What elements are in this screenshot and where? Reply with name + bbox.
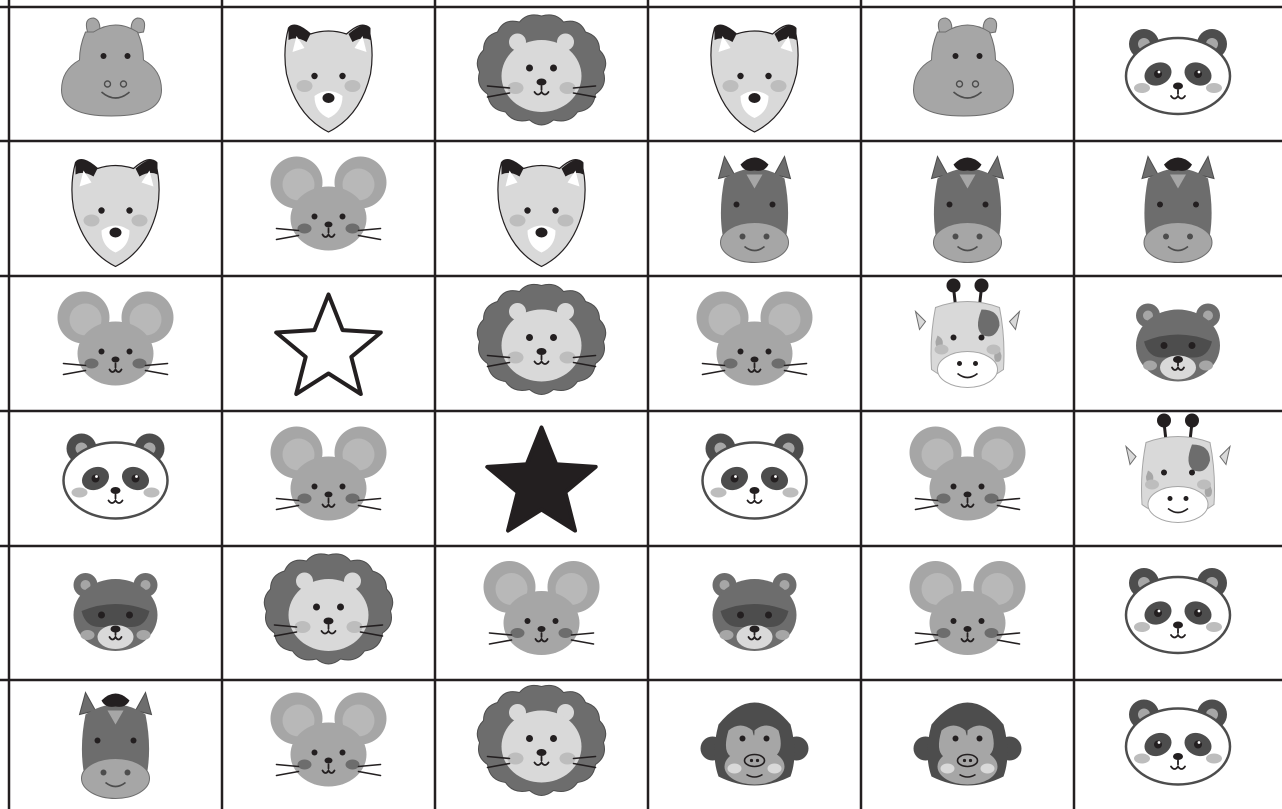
cell-r6-c2[interactable] xyxy=(222,680,435,809)
cell-r4-c4[interactable] xyxy=(648,411,861,546)
cell-r3-c3[interactable] xyxy=(435,276,648,411)
cell-r5-c3[interactable] xyxy=(435,546,648,680)
cell-r4-c5[interactable] xyxy=(861,411,1074,546)
cell-r2-c6[interactable] xyxy=(1074,141,1282,276)
cell-r5-c4[interactable] xyxy=(648,546,861,680)
cell-r3-c5[interactable] xyxy=(861,276,1074,411)
cell-r2-c4[interactable] xyxy=(648,141,861,276)
panda-icon xyxy=(1126,700,1230,785)
raccoon-icon xyxy=(74,573,158,651)
cell-r1-c2[interactable] xyxy=(222,7,435,141)
cell-r1-c6[interactable] xyxy=(1074,7,1282,141)
cell-r2-c5[interactable] xyxy=(861,141,1074,276)
cell-r4-c1[interactable] xyxy=(9,411,222,546)
cell-r6-c5[interactable] xyxy=(861,680,1074,809)
panda-icon xyxy=(703,434,807,519)
cell-r3-c4[interactable] xyxy=(648,276,861,411)
raccoon-icon xyxy=(1136,304,1220,382)
cell-r3-c2[interactable] xyxy=(222,276,435,411)
cell-r6-c6[interactable] xyxy=(1074,680,1282,809)
horse-icon xyxy=(1142,157,1214,263)
horse-icon xyxy=(932,157,1004,263)
cell-r4-c2[interactable] xyxy=(222,411,435,546)
cell-r5-c1[interactable] xyxy=(9,546,222,680)
cell-r2-c3[interactable] xyxy=(435,141,648,276)
cell-r5-c5[interactable] xyxy=(861,546,1074,680)
cell-r6-c1[interactable] xyxy=(9,680,222,809)
cell-r4-c6[interactable] xyxy=(1074,411,1282,546)
panda-icon xyxy=(64,434,168,519)
cell-r2-c1[interactable] xyxy=(9,141,222,276)
cell-r1-c5[interactable] xyxy=(861,7,1074,141)
cell-r5-c6[interactable] xyxy=(1074,546,1282,680)
panda-icon xyxy=(1126,29,1230,114)
cell-r4-c3[interactable] xyxy=(435,411,648,546)
cell-r6-c4[interactable] xyxy=(648,680,861,809)
cell-r6-c3[interactable] xyxy=(435,680,648,809)
cell-r2-c2[interactable] xyxy=(222,141,435,276)
cell-r3-c1[interactable] xyxy=(9,276,222,411)
cell-r5-c2[interactable] xyxy=(222,546,435,680)
cell-r1-c4[interactable] xyxy=(648,7,861,141)
cell-r1-c3[interactable] xyxy=(435,7,648,141)
raccoon-icon xyxy=(713,573,797,651)
horse-icon xyxy=(80,693,152,799)
horse-icon xyxy=(719,157,791,263)
cell-r3-c6[interactable] xyxy=(1074,276,1282,411)
panda-icon xyxy=(1126,568,1230,653)
cell-r1-c1[interactable] xyxy=(9,7,222,141)
